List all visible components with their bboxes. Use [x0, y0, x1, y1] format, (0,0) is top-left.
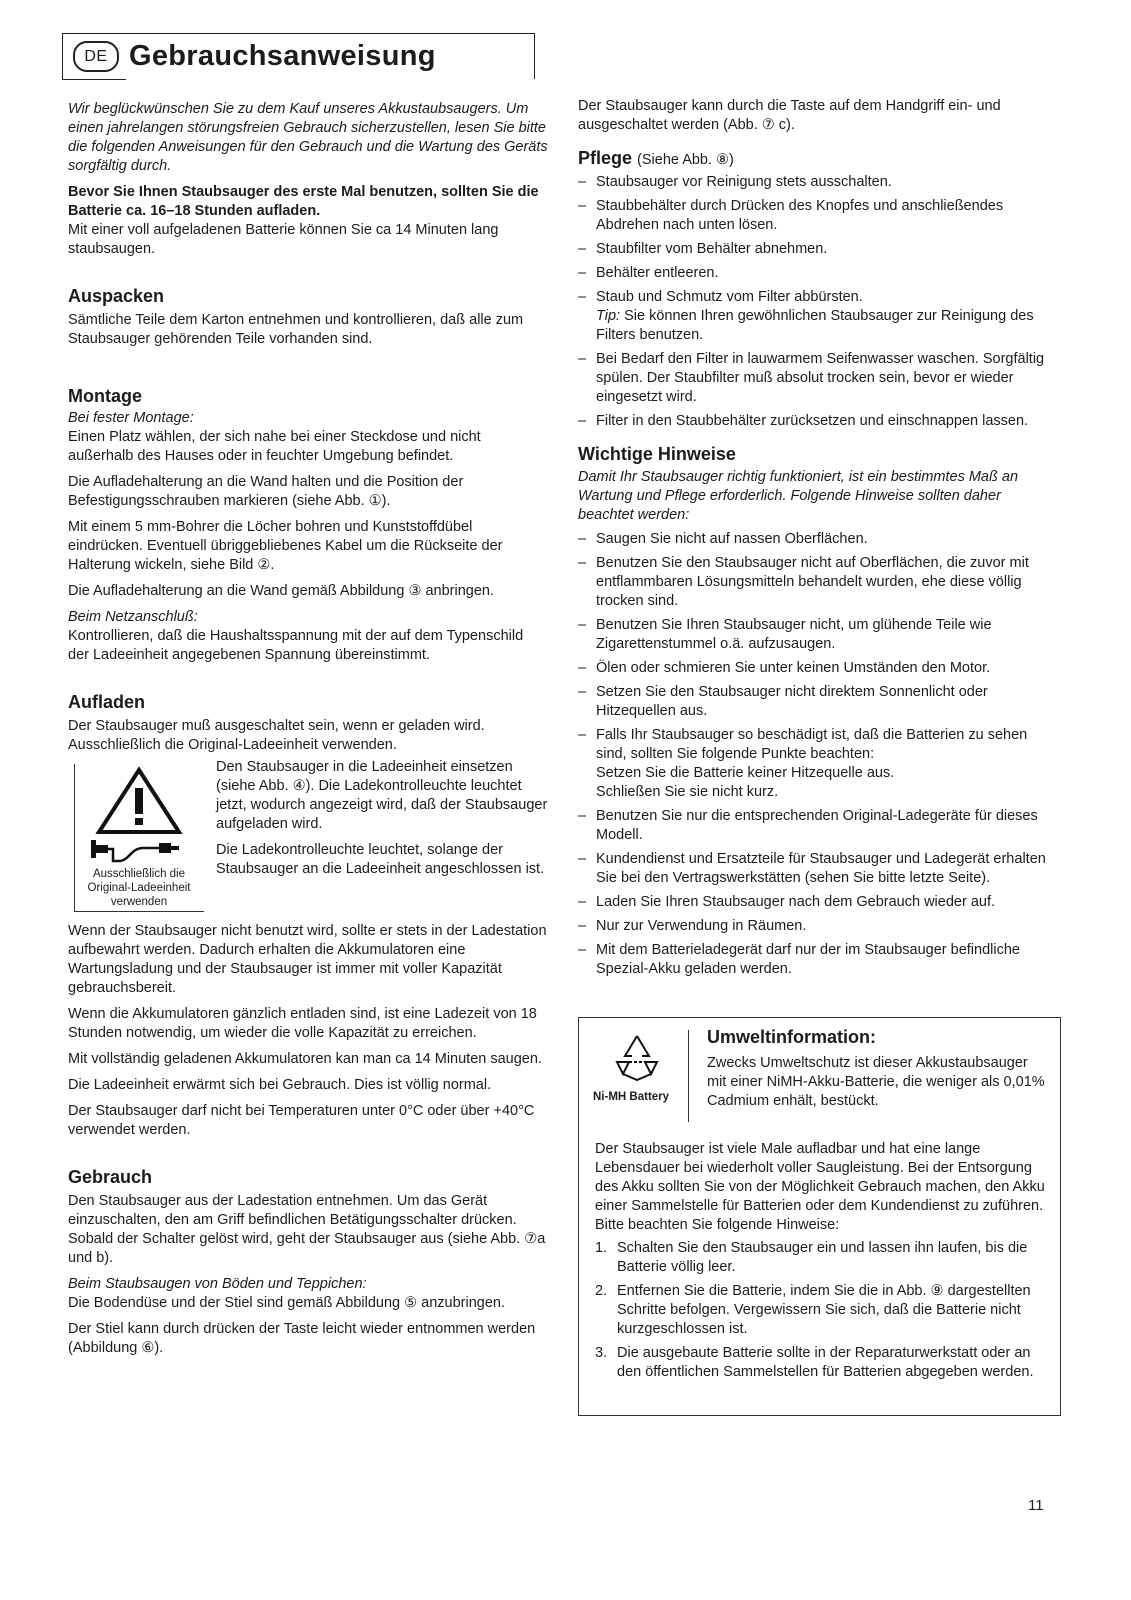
aufladen-p5: Wenn die Akkumulatoren gänzlich entladen sind, ist eine Ladezeit von 18 Stunden notwendig, um wieder die volle Kapazität zu erreichen. [68, 1006, 537, 1041]
environment-info-box [578, 1017, 1061, 1416]
env-body-text: Der Staubsauger ist viele Male aufladbar und hat eine lange Lebensdauer bei wiederholt voller Saugleistung. Bei der Entsorgung des Akku sollten Sie von der Möglichkeit Gebrauch machen, den Akku einer Sammelstelle für Batterien oder dem Kundendienst zu zuführen. Bitte beachten Sie folgende Hinweise: [595, 1141, 1045, 1233]
auspacken-text: Sämtliche Teile dem Karton entnehmen und kontrollieren, daß alle zum Staubsauger gehörenden Teile vorhanden sind. [68, 312, 524, 347]
montage-p3: Mit einem 5 mm-Bohrer die Löcher bohren und Kunststoffdübel eindrücken. Eventuell übriggebliebenes Kabel um die Rückseite der Halterung wickeln, siehe Bild ②. [68, 519, 503, 573]
list-item: – Nur zur Verwendung in Räumen. [578, 917, 1048, 936]
switch-text: Der Staubsauger kann durch die Taste auf dem Handgriff ein- und ausgeschaltet werden (Abb. ⑦ c). [578, 98, 1001, 133]
list-item: – Benutzen Sie den Staubsauger nicht auf Oberflächen, die zuvor mit entflammbaren Lösungsmitteln behandelt wurden, ehe diese völlig trocken sind. [578, 554, 1048, 611]
montage-p2: Die Aufladehalterung an die Wand halten und die Position der Befestigungsschrauben markieren (siehe Abb. ①). [68, 474, 464, 509]
heading-montage: Montage [68, 386, 142, 406]
title-box [62, 33, 535, 79]
list-item: – Bei Bedarf den Filter in lauwarmem Seifenwasser waschen. Sorgfältig spülen. Der Staubfilter muß absolut trocken sein, bevor er wieder eingesetzt wird. [578, 350, 1048, 407]
aufladen-p6: Mit vollständig geladenen Akkumulatoren kan man ca 14 Minuten saugen. [68, 1051, 542, 1067]
list-item: 1. Schalten Sie den Staubsauger ein und lassen ihn laufen, bis die Batterie völlig leer. [595, 1240, 1028, 1275]
gebrauch-p3: Der Stiel kann durch drücken der Taste leicht wieder entnommen werden (Abbildung ⑥). [68, 1321, 536, 1356]
montage-p5: Kontrollieren, daß die Haushaltsspannung mit der auf dem Typenschild der Ladeeinheit angegebenen Spannung übereinstimmt. [68, 628, 524, 663]
warning-block [68, 758, 548, 918]
plug-cable-icon [91, 840, 179, 861]
env-title: Umweltinformation: [707, 1027, 876, 1047]
hinweise-intro: Damit Ihr Staubsauger richtig funktioniert, ist ein bestimmtes Maß an Wartung und Pflege erforderlich. Folgende Hinweise sollten daher beachtet werden: [578, 469, 1019, 523]
list-item: – Laden Sie Ihren Staubsauger nach dem Gebrauch wieder auf. [578, 893, 1048, 912]
list-item: – Staubbehälter durch Drücken des Knopfes und anschließendes Abdrehen nach unten lösen. [578, 197, 1048, 235]
warning-caption: Ausschließlich die Original-Ladeeinheit verwenden [87, 868, 191, 908]
gebrauch-sub: Beim Staubsaugen von Böden und Teppichen: [68, 1276, 367, 1292]
list-item: – Falls Ihr Staubsauger so beschädigt ist, daß die Batterien zu sehen sind, sollten Sie folgende Punkte beachten: Setzen Sie die Batterie keiner Hitzequelle aus. Schließen Sie sie nicht kurz. [578, 726, 1048, 802]
intro-runtime: Mit einer voll aufgeladenen Batterie können Sie ca 14 Minuten lang staubsaugen. [68, 222, 499, 257]
intro-bold: Bevor Sie Ihnen Staubsauger des erste Mal benutzen, sollten Sie die Batterie ca. 16–18 Stunden aufladen. [68, 184, 539, 219]
list-item: – Benutzen Sie Ihren Staubsauger nicht, um glühende Teile wie Zigarettenstummel o.ä. aufzusaugen. [578, 616, 1048, 654]
intro-text: Wir beglückwünschen Sie zu dem Kauf unseres Akkustaubsaugers. Um einen jahrelangen störungsfreien Gebrauch sicherzustellen, lesen Sie bitte die folgenden Anweisungen für den Gebrauch und die Wartung des Geräts sorgfältig durch. [68, 101, 548, 174]
page-title: Gebrauchsanweisung [129, 40, 436, 72]
language-badge: DE [73, 41, 119, 72]
aufladen-p4: Wenn der Staubsauger nicht benutzt wird, sollte er stets in der Ladestation aufbewahrt werden. Dadurch erhalten die Akkumulatoren eine Wartungsladung und der Staubsauger ist immer mit voller Kapazität gebrauchsbereit. [68, 923, 547, 996]
left-column [68, 100, 548, 1358]
right-column [578, 97, 1048, 984]
list-item: – Saugen Sie nicht auf nassen Oberflächen. [578, 530, 1048, 549]
montage-p1: Einen Platz wählen, der sich nahe bei einer Steckdose und nicht außerhalb des Hauses oder in feuchter Umgebung befindet. [68, 429, 481, 464]
warning-triangle-icon [83, 764, 195, 864]
page-number: 11 [1028, 1497, 1044, 1514]
list-item: – Ölen oder schmieren Sie unter keinen Umständen den Motor. [578, 659, 1048, 678]
list-item: – Behälter entleeren. [578, 264, 1048, 283]
list-item: – Kundendienst und Ersatzteile für Staubsauger und Ladegerät erhalten Sie bei den Vertragswerkstätten (sehen Sie bitte letzte Seite). [578, 850, 1048, 888]
heading-aufladen: Aufladen [68, 692, 146, 712]
heading-pflege: Pflege (Siehe Abb. ⑧) [578, 148, 734, 168]
list-item: 2. Entfernen Sie die Batterie, indem Sie die in Abb. ⑨ dargestellten Schritte befolgen. Vergewissern Sie sich, daß die Batterie nicht kurzgeschlossen ist. [595, 1283, 1031, 1337]
montage-sub2: Beim Netzanschluß: [68, 609, 198, 625]
tip-label: Tip: [596, 308, 621, 324]
gebrauch-p1: Den Staubsauger aus der Ladestation entnehmen. Um das Gerät einzuschalten, den am Griff befindlichen Betätigungsschalter drücken. Sobald der Schalter gelöst wird, geht der Staubsauger aus (siehe Abb. ⑦a und b). [68, 1193, 546, 1266]
aufladen-p1: Der Staubsauger muß ausgeschaltet sein, wenn er geladen wird. Ausschließlich die Original-Ladeeinheit verwenden. [68, 718, 485, 753]
pflege-note: (Siehe Abb. ⑧) [637, 152, 734, 168]
list-item: – Staub und Schmutz vom Filter abbürsten. Tip: Sie können Ihren gewöhnlichen Staubsauger zur Reinigung des Filters benutzen. [578, 288, 1048, 345]
list-item: – Setzen Sie den Staubsauger nicht direktem Sonnenlicht oder Hitzequellen aus. [578, 683, 1048, 721]
list-item: – Staubsauger vor Reinigung stets ausschalten. [578, 173, 1048, 192]
list-item: – Benutzen Sie nur die entsprechenden Original-Ladegeräte für dieses Modell. [578, 807, 1048, 845]
heading-gebrauch: Gebrauch [68, 1167, 153, 1187]
recycling-icon [609, 1032, 665, 1084]
heading-hinweise: Wichtige Hinweise [578, 444, 736, 464]
aufladen-p3: Die Ladekontrolleuchte leuchtet, solange der Staubsauger an die Ladeeinheit angeschlossen ist. [216, 842, 545, 877]
env-intro: Zwecks Umweltschutz ist dieser Akkustaubsauger mit einer NiMH-Akku-Batterie, die weniger als 0,01% Cadmium enhält, bestückt. [707, 1055, 1045, 1109]
battery-label: Ni-MH Battery [593, 1091, 670, 1103]
env-icon-box [589, 1030, 689, 1122]
warning-box [74, 764, 204, 912]
aufladen-p7: Die Ladeeinheit erwärmt sich bei Gebrauch. Dies ist völlig normal. [68, 1077, 492, 1093]
list-item: – Staubfilter vom Behälter abnehmen. [578, 240, 1048, 259]
aufladen-p2: Den Staubsauger in die Ladeeinheit einsetzen (siehe Abb. ④). Die Ladekontrolleuchte leuchtet jetzt, wodurch angezeigt wird, daß der Staubsauger aufgeladen wird. [216, 759, 548, 832]
aufladen-p8: Der Staubsauger darf nicht bei Temperaturen unter 0°C oder über +40°C verwendet werden. [68, 1103, 535, 1138]
list-item: – Mit dem Batterieladegerät darf nur der im Staubsauger befindliche Spezial-Akku geladen werden. [578, 941, 1048, 979]
list-item: – Filter in den Staubbehälter zurücksetzen und einschnappen lassen. [578, 412, 1048, 431]
heading-auspacken: Auspacken [68, 286, 165, 306]
montage-p4: Die Aufladehalterung an die Wand gemäß Abbildung ③ anbringen. [68, 583, 495, 599]
list-item: 3. Die ausgebaute Batterie sollte in der Reparaturwerkstatt oder an den öffentlichen Sammelstellen für Batterien abgegeben werden. [595, 1345, 1034, 1380]
tip-text: Sie können Ihren gewöhnlichen Staubsauger zur Reinigung des Filters benutzen. [596, 308, 1034, 343]
gebrauch-p2: Die Bodendüse und der Stiel sind gemäß Abbildung ⑤ anzubringen. [68, 1295, 506, 1311]
montage-sub1: Bei fester Montage: [68, 410, 194, 426]
